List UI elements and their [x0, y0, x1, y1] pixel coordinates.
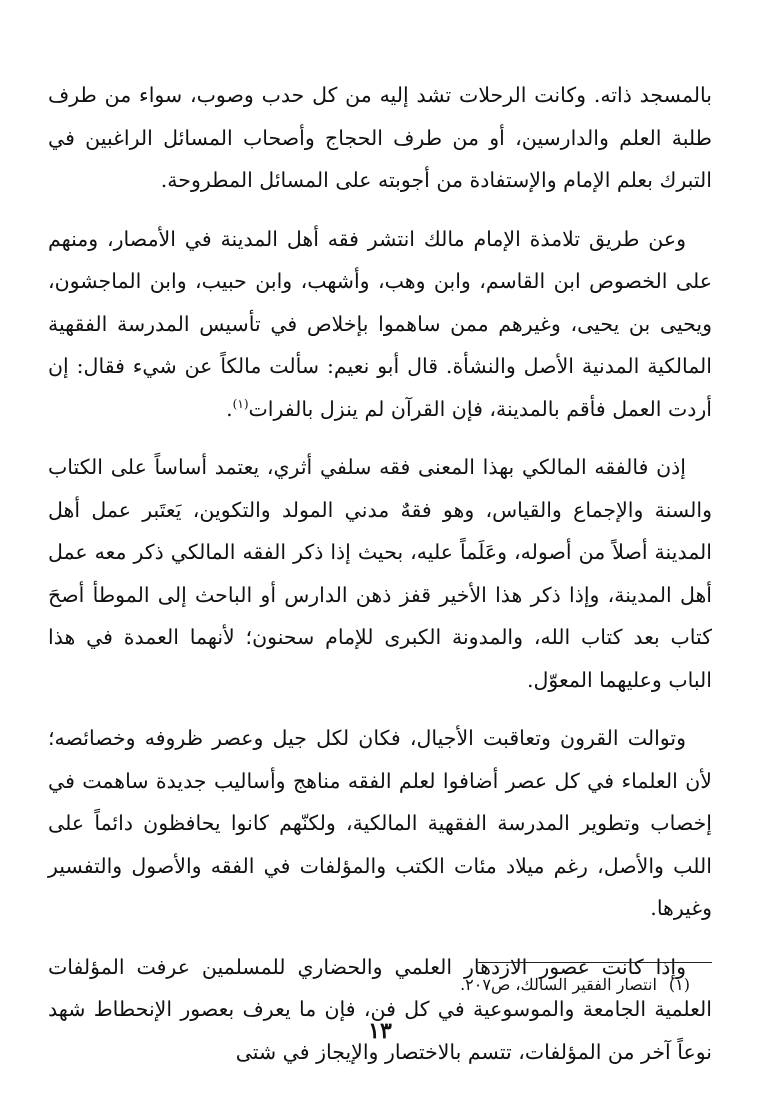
footnote-reference[interactable]: (١): [232, 396, 249, 411]
footnote-divider: [478, 962, 712, 963]
page-number: ١٣: [368, 1018, 392, 1044]
paragraph-3: إذن فالفقه المالكي بهذا المعنى فقه سلفي أثري، يعتمد أساساً على الكتاب والسنة والإجماع والقياس، وهو فقهٌ مدني المولد والتكوين، يَعتَبر عمل أهل المدينة أصلاً من أصوله، وعَلَماً عليه، بحيث إذا ذكر الفقه المالكي ذكر معه عمل أهل المدينة، وإذا ذكر هذا الأخير قفز ذهن الدارس أو الباحث إلى الموطأ أصحَ كتاب بعد كتاب الله، والمدونة الكبرى للإمام سحنون؛ لأنهما العمدة في هذا الباب وعليهما المعوّل.: [48, 455, 712, 692]
paragraph-2-text: وعن طريق تلامذة الإمام مالك انتشر فقه أهل المدينة في الأمصار، ومنهم على الخصوص ابن القاسم، وابن وهب، وأشهب، وابن حبيب، وابن الماجشون، ويحيى بن يحيى، وغيرهم ممن ساهموا بإخلاص في تأسيس المدرسة الفقهية المالكية المدنية الأصل والنشأة. قال أبو نعيم: سألت مالكاً عن شيء فقال: إن أردت العمل فأقم بالمدينة، فإن القرآن لم ينزل بالفرات: [48, 226, 712, 421]
paragraph-5: وإذا كانت عصور الازدهار العلمي والحضاري للمسلمين عرفت المؤلفات العلمية الجامعة والموسوعية في كل فن، فإن ما يعرف بعصور الإنحطاط شهد نوعاً آخر من المؤلفات، تتسم بالاختصار والإيجاز في شتى: [48, 954, 712, 1064]
body-text: [48, 74, 712, 1089]
footnote-number: (١): [668, 975, 690, 994]
paragraph-1: بالمسجد ذاته. وكانت الرحلات تشد إليه من كل حدب وصوب، سواء من طرف طلبة العلم والدارسين، أو من طرف الحجاج وأصحاب المسائل الراغبين في التبرك بعلم الإمام والإستفادة من أجوبته على المسائل المطروحة.: [48, 83, 712, 192]
footnote-text: انتصار الفقير السالك، ص٢٠٧.: [460, 975, 657, 994]
paragraph-2-period: .: [226, 396, 233, 421]
paragraph-2: [48, 218, 712, 431]
paragraph-4: وتوالت القرون وتعاقبت الأجيال، فكان لكل جيل وعصر ظروفه وخصائصه؛ لأن العلماء في كل عصر أضافوا لعلم الفقه مناهج وأساليب جديدة ساهمت في إخصاب وتطوير المدرسة الفقهية المالكية، ولكنّهم كانوا يحافظون دائماً على اللب والأصل، رغم ميلاد مئات الكتب والمؤلفات في الفقه والأصول والتفسير وغيرها.: [48, 726, 712, 920]
footnote: [460, 972, 690, 998]
